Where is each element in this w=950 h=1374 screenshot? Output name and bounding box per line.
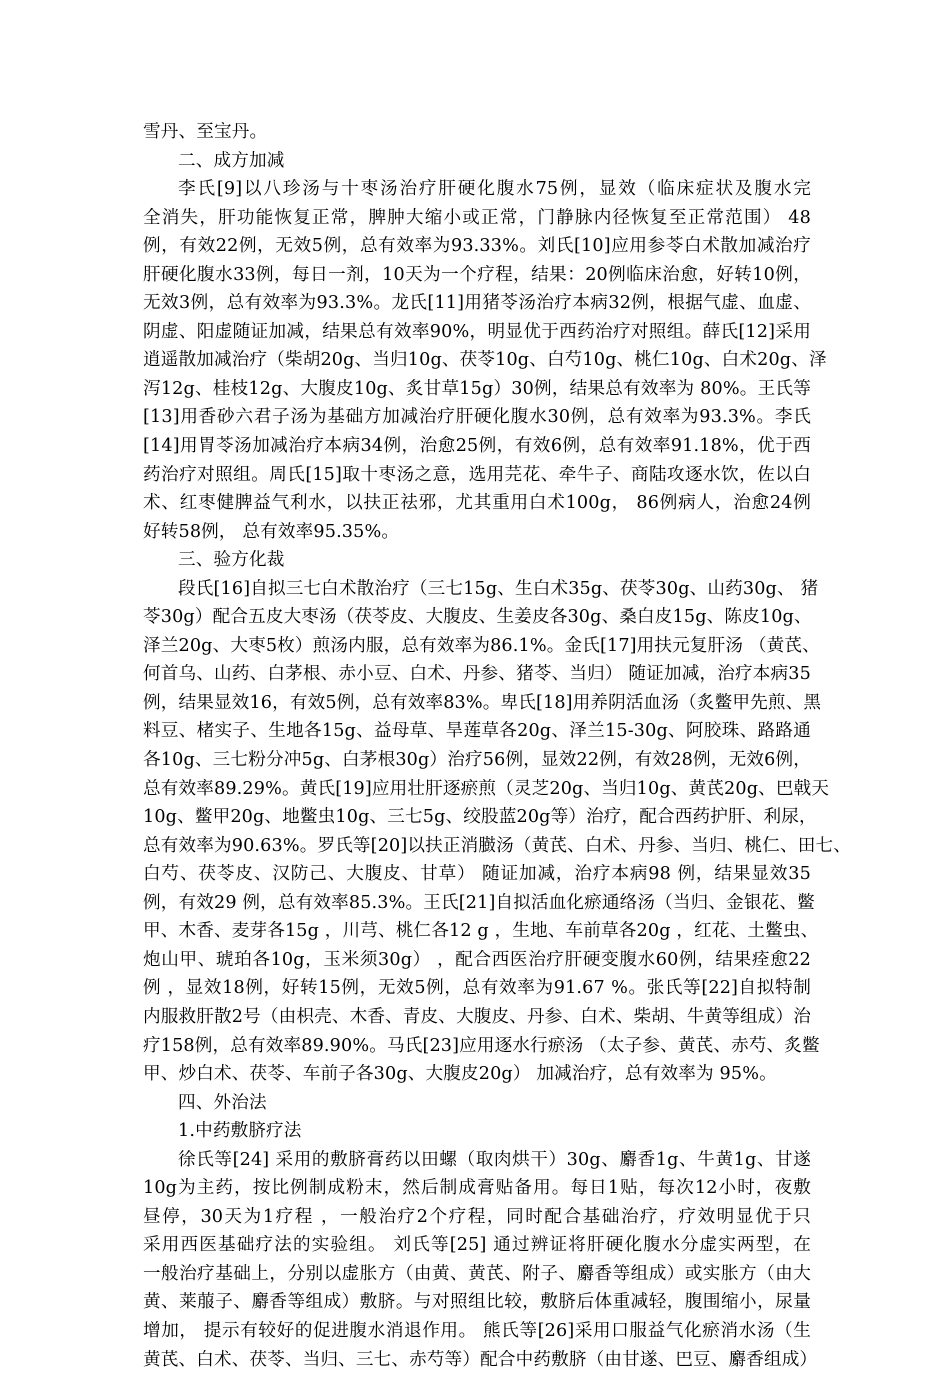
text-line: 黄、莱菔子、麝香等组成）敷脐。与对照组比较，敷脐后体重减轻，腹围缩小，尿量 bbox=[143, 1292, 811, 1313]
document-page bbox=[143, 118, 851, 1374]
text-line: 段氏[16]自拟三七白术散治疗（三七15g、生白术35g、茯苓30g、山药30g、 猪 bbox=[178, 578, 819, 599]
text-line: 苓30g）配合五皮大枣汤（茯苓皮、大腹皮、生姜皮各30g、桑白皮15g、陈皮10g、 bbox=[143, 607, 812, 628]
text-line: 泻12g、桂枝12g、大腹皮10g、炙甘草15g）30例，结果总有效率为 80%。王氏等 bbox=[143, 378, 811, 399]
text-line: 好转58例， 总有效率95.35%。 bbox=[143, 521, 400, 542]
text-line: 例，有效22例，无效5例，总有效率为93.33%。刘氏[10]应用参苓白术散加减治疗 bbox=[143, 236, 811, 257]
text-line: 何首乌、山药、白茅根、赤小豆、白术、丹参、猪苓、当归） 随证加减，治疗本病35 bbox=[143, 664, 811, 685]
text-line: 泽兰20g、大枣5枚）煎汤内服，总有效率为86.1%。金氏[17]用扶元复肝汤 （黄芪、 bbox=[143, 635, 820, 656]
text-line: 药治疗对照组。周氏[15]取十枣汤之意，选用芫花、牵牛子、商陆攻逐水饮，佐以白 bbox=[143, 464, 811, 485]
section-heading: 四、外治法 bbox=[178, 1092, 267, 1113]
text-line: 例，有效29 例，总有效率85.3%。王氏[21]自拟活血化瘀通络汤（当归、金银花、鳖 bbox=[143, 892, 815, 913]
text-line: 采用西医基础疗法的实验组。 刘氏等[25] 通过辨证将肝硬化腹水分虚实两型，在 bbox=[143, 1235, 811, 1256]
text-line: 例，结果显效16，有效5例，总有效率83%。卑氏[18]用养阴活血汤（炙鳖甲先煎、黑 bbox=[143, 692, 822, 713]
text-line: 内服救肝散2号（由枳壳、木香、青皮、大腹皮、丹参、白术、柴胡、牛黄等组成）治 bbox=[143, 1006, 811, 1027]
text-line: 总有效率为90.63%。罗氏等[20]以扶正消臌汤（黄芪、白术、丹参、当归、桃仁、田七、 bbox=[143, 835, 851, 856]
text-line: 一般治疗基础上，分别以虚胀方（由黄、黄芪、附子、麝香等组成）或实胀方（由大 bbox=[143, 1263, 811, 1284]
section-heading: 三、验方化裁 bbox=[178, 550, 285, 571]
text-line: 肝硬化腹水33例，每日一剂，10天为一个疗程，结果：20例临床治愈，好转10例， bbox=[143, 264, 811, 285]
text-line: 逍遥散加减治疗（柴胡20g、当归10g、茯苓10g、白芍10g、桃仁10g、白术20g、泽 bbox=[143, 350, 827, 371]
text-line: 术、红枣健脾益气利水，以扶正祛邪，尤其重用白术100g， 86例病人，治愈24例 bbox=[143, 493, 811, 514]
text-line: 黄芪、白术、茯苓、当归、三七、赤芍等）配合中药敷脐（由甘遂、巴豆、麝香组成） bbox=[143, 1349, 818, 1370]
text-line: 李氏[9]以八珍汤与十枣汤治疗肝硬化腹水75例，显效（临床症状及腹水完 bbox=[178, 179, 811, 200]
section-heading: 二、成方加减 bbox=[178, 150, 285, 171]
text-line: 增加， 提示有较好的促进腹水消退作用。 熊氏等[26]采用口服益气化瘀消水汤（生 bbox=[143, 1320, 811, 1341]
text-line: [13]用香砂六君子汤为基础方加减治疗肝硬化腹水30例，总有效率为93.3%。李氏 bbox=[143, 407, 811, 428]
text-line: 甲、木香、麦芽各15g ，川芎、桃仁各12 g ，生地、车前草各20g ，红花、土鳖虫、 bbox=[143, 921, 819, 942]
text-line: 白芍、茯苓皮、汉防己、大腹皮、甘草） 随证加减，治疗本病98 例，结果显效35 bbox=[143, 864, 811, 885]
text-line: 例 ，显效18例，好转15例，无效5例，总有效率为91.67 %。张氏等[22]自拟特制 bbox=[143, 978, 811, 999]
text-line: 料豆、楮实子、生地各15g、益母草、旱莲草各20g、泽兰15-30g、阿胶珠、路路通 bbox=[143, 721, 811, 742]
text-line: 疗158例，总有效率89.90%。马氏[23]应用逐水行瘀汤 （太子参、黄芪、赤芍、炙鳖 bbox=[143, 1035, 820, 1056]
text-line: 10g、鳖甲20g、地鳖虫10g、三七5g、绞股蓝20g等）治疗，配合西药护肝、利尿， bbox=[143, 807, 817, 828]
text-line: 总有效率89.29%。黄氏[19]应用壮肝逐瘀煎（灵芝20g、当归10g、黄芪20g、巴戟天 bbox=[143, 778, 830, 799]
text-line: 昼停，30天为1疗程 ，一般治疗2个疗程，同时配合基础治疗，疗效明显优于只 bbox=[143, 1206, 811, 1227]
text-line: 徐氏等[24] 采用的敷脐膏药以田螺（取肉烘干）30g、麝香1g、牛黄1g、甘遂 bbox=[178, 1149, 811, 1170]
text-line: 无效3例，总有效率为93.3%。龙氏[11]用猪苓汤治疗本病32例，根据气虚、血虚、 bbox=[143, 293, 811, 314]
text-line: 10g为主药，按比例制成粉末，然后制成膏贴备用。每日1贴，每次12小时，夜敷 bbox=[143, 1178, 811, 1199]
text-line: 雪丹、至宝丹。 bbox=[143, 122, 268, 142]
text-line: 各10g、三七粉分冲5g、白茅根30g）治疗56例，显效22例，有效28例，无效6例， bbox=[143, 750, 811, 771]
text-line: [14]用胃苓汤加减治疗本病34例，治愈25例，有效6例，总有效率91.18%，优于西 bbox=[143, 436, 811, 457]
text-line: 全消失，肝功能恢复正常，脾肿大缩小或正常，门静脉内径恢复至正常范围） 48 bbox=[143, 207, 811, 228]
text-line: 甲、炒白术、茯苓、车前子各30g、大腹皮20g） 加减治疗，总有效率为 95%。 bbox=[143, 1064, 777, 1085]
text-line: 炮山甲、琥珀各10g，玉米须30g） ，配合西医治疗肝硬变腹水60例，结果痊愈22 bbox=[143, 949, 811, 970]
section-heading: 1.中药敷脐疗法 bbox=[178, 1121, 302, 1142]
text-line: 阴虚、阳虚随证加减，结果总有效率90%，明显优于西药治疗对照组。薛氏[12]采用 bbox=[143, 321, 811, 342]
